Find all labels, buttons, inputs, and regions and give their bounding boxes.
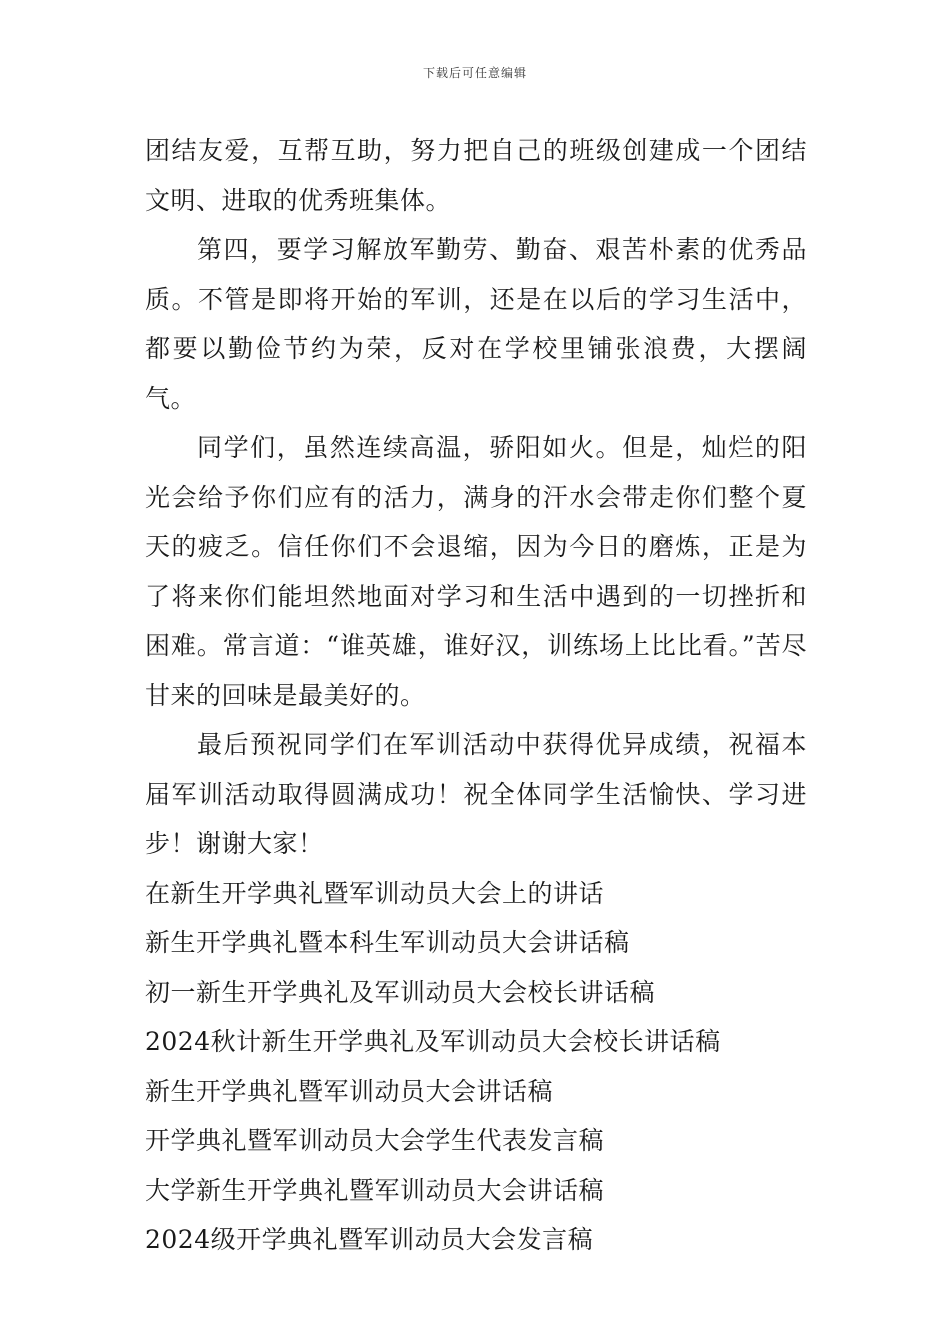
related-documents-list	[145, 869, 807, 1265]
related-document-link[interactable]: 2024秋计新生开学典礼及军训动员大会校长讲话稿	[145, 1027, 721, 1056]
document-body	[145, 126, 807, 1265]
paragraph-continuation: 团结友爱，互帮互助，努力把自己的班级创建成一个团结文明、进取的优秀班集体。	[145, 136, 807, 215]
paragraph-fourth-point: 第四，要学习解放军勤劳、勤奋、艰苦朴素的优秀品质。不管是即将开始的军训，还是在以后的学习生活中，都要以勤俭节约为荣，反对在学校里铺张浪费，大摆阔气。	[145, 235, 807, 413]
paragraph-closing: 最后预祝同学们在军训活动中获得优异成绩，祝福本届军训活动取得圆满成功！祝全体同学生活愉快、学习进步！谢谢大家！	[145, 730, 807, 858]
related-document-link[interactable]: 初一新生开学典礼及军训动员大会校长讲话稿	[145, 977, 656, 1007]
paragraph-encouragement: 同学们，虽然连续高温，骄阳如火。但是，灿烂的阳光会给予你们应有的活力，满身的汗水会带走你们整个夏天的疲乏。信任你们不会退缩，因为今日的磨炼，正是为了将来你们能坦然地面对学习和生活中遇到的一切挫折和困难。常言道：“谁英雄，谁好汉，训练场上比比看。”苦尽甘来的回味是最美好的。	[145, 433, 807, 710]
page-header-note: 下载后可任意编辑	[422, 66, 527, 80]
related-document-link[interactable]: 新生开学典礼暨本科生军训动员大会讲话稿	[145, 928, 630, 957]
related-document-link[interactable]: 新生开学典礼暨军训动员大会讲话稿	[145, 1076, 554, 1106]
related-document-link[interactable]: 开学典礼暨军训动员大会学生代表发言稿	[145, 1126, 605, 1155]
related-document-link[interactable]: 在新生开学典礼暨军训动员大会上的讲话	[145, 878, 605, 908]
related-document-link[interactable]: 2024级开学典礼暨军训动员大会发言稿	[145, 1225, 594, 1254]
related-document-link[interactable]: 大学新生开学典礼暨军训动员大会讲话稿	[145, 1175, 605, 1205]
